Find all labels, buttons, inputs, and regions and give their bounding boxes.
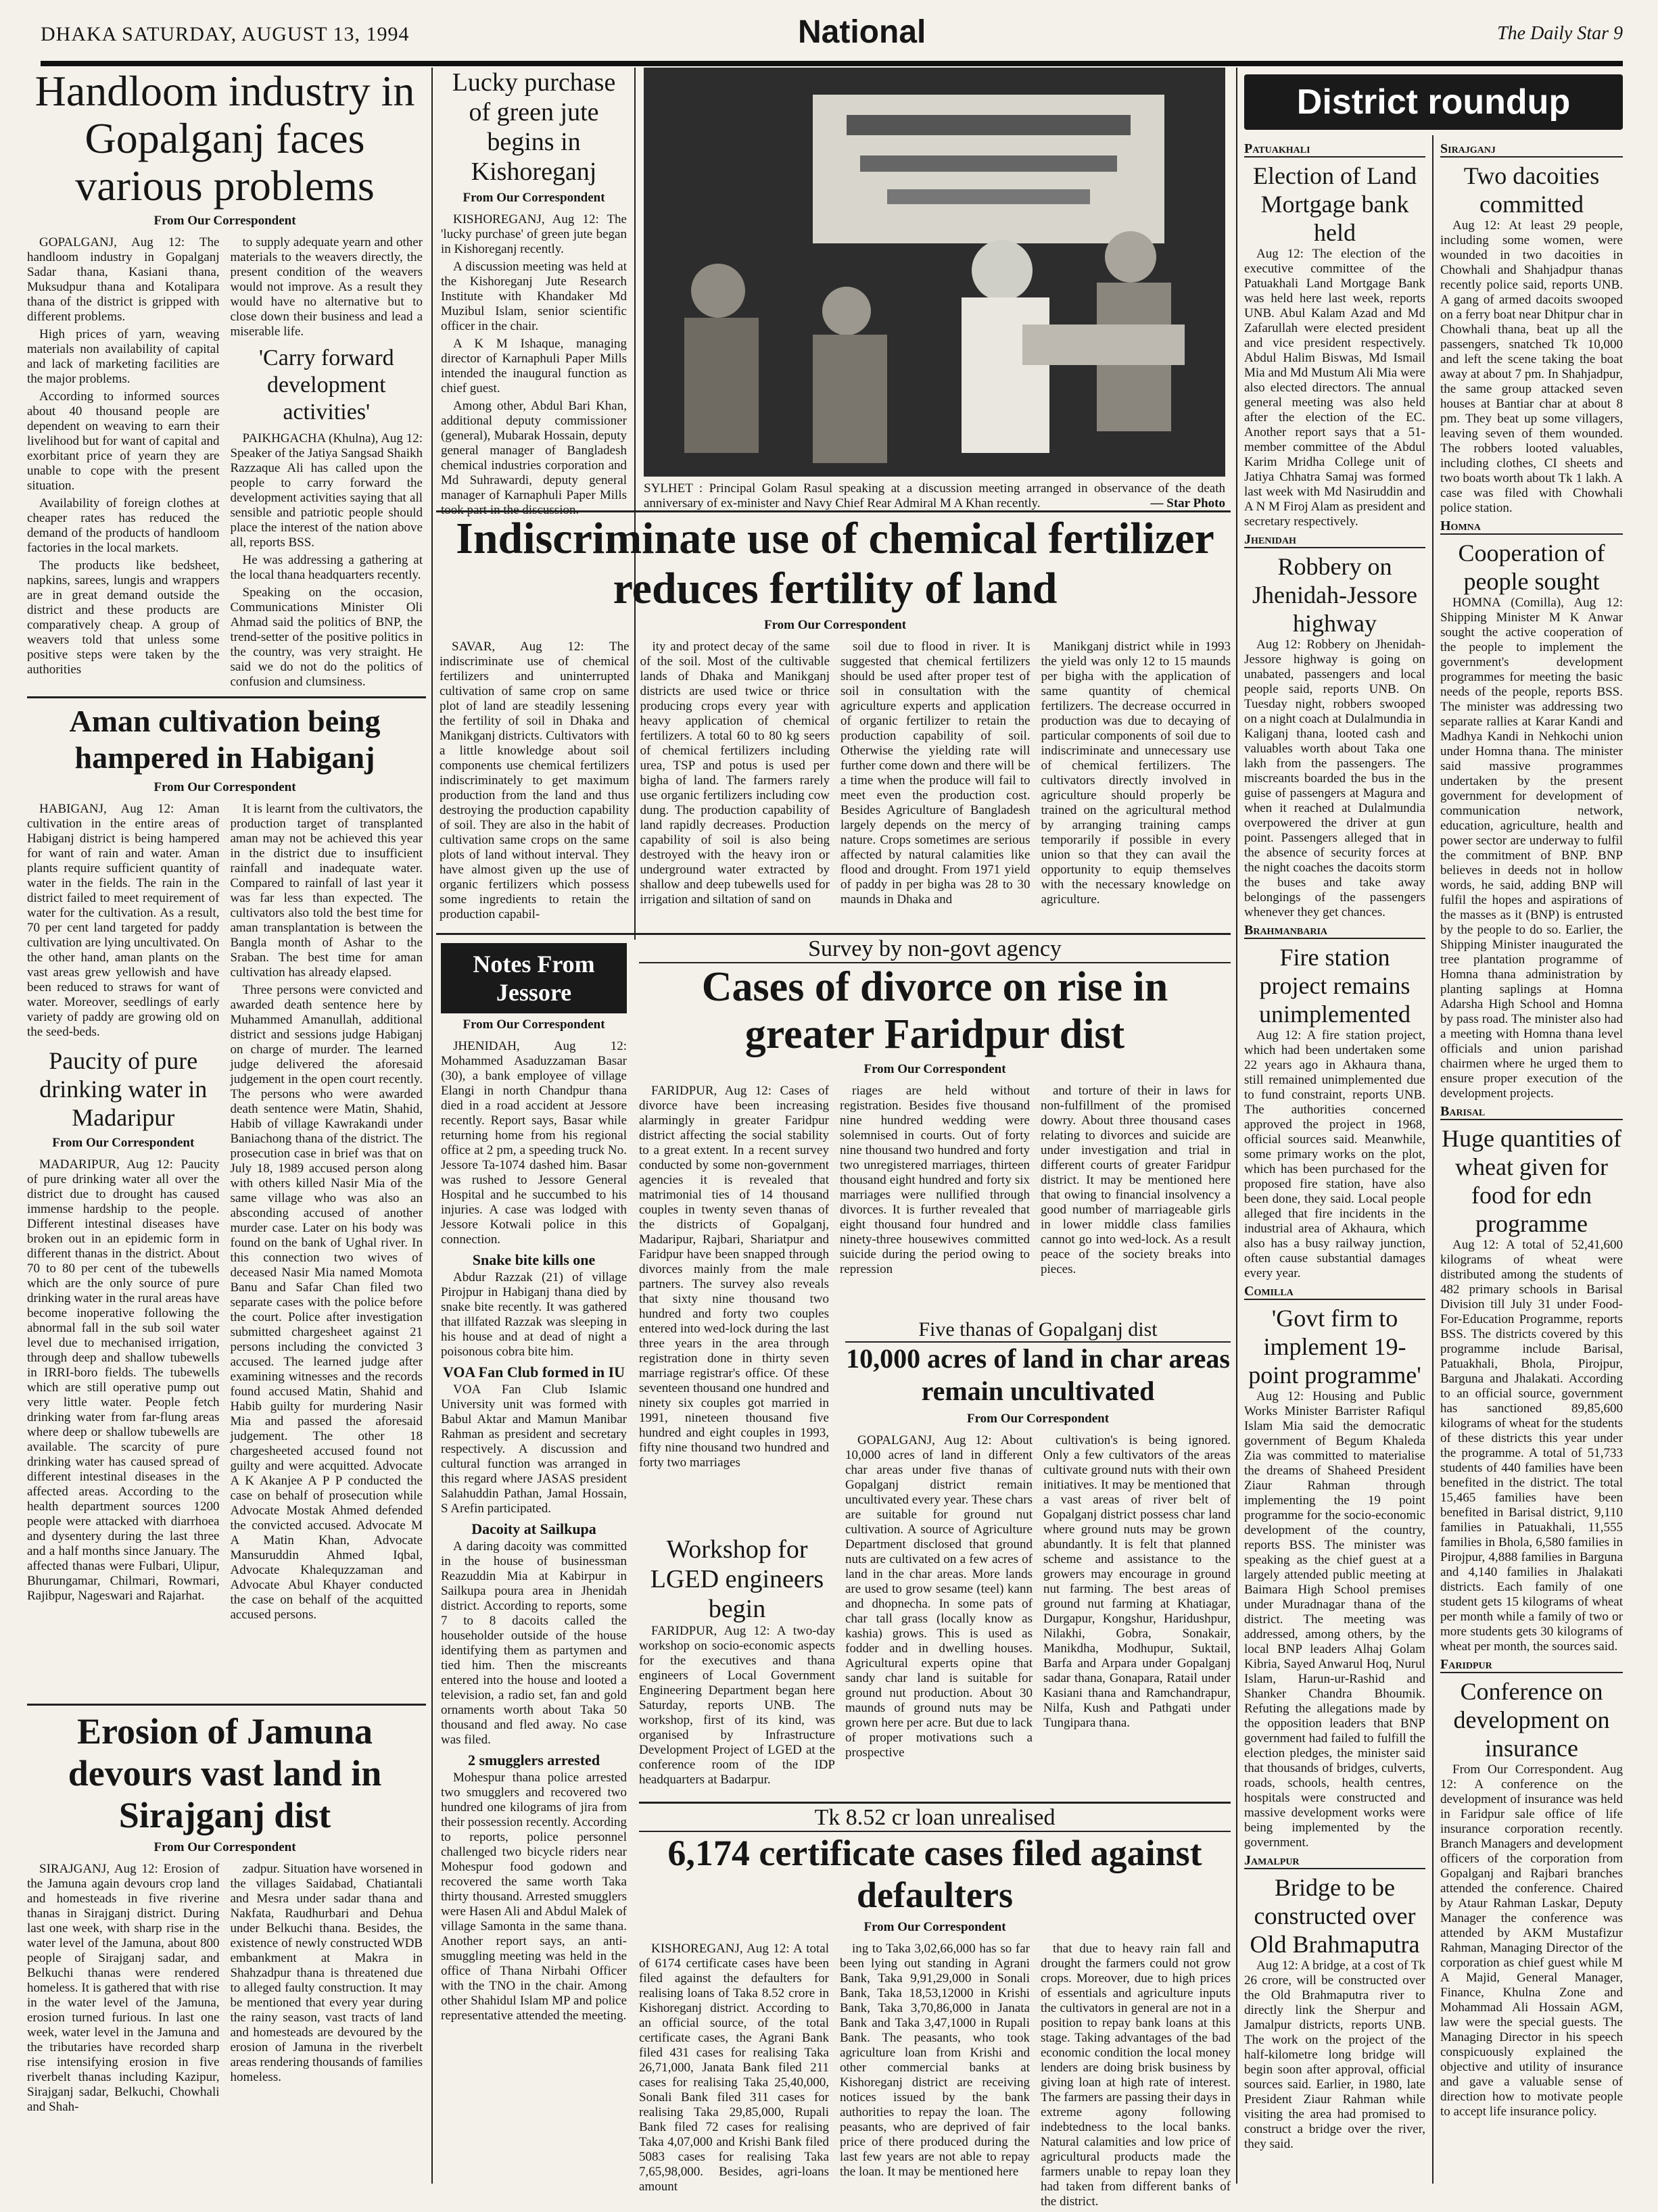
paragraph: VOA Fan Club Islamic University unit was formed with Babul Aktar and Mamun Manibar Rahman as president and secretary respectively. A discussion and cultural function was arranged in this regard where JASAS president Salahuddin Pathan, Jamal Hossain, S Arefin participated. — [441, 1382, 627, 1516]
headline: Huge quantities of wheat given for food for edn programme — [1442, 1125, 1621, 1237]
paragraph: Aug 12: A total of 52,41,600 kilograms of wheat were distributed among the students of 482 primary schools in Barisal Division till July 31 under Food-For-Education Programme, reports BSS. The districts covered by this programme include Barisal, Patuakhali, Bhola, Pirojpur, Barguna and Jhalakati. According to an official source, government has sanctioned 89,85,600 kilograms of wheat for the students of these districts this year under the programme. A total of 51,733 students of 440 families have been benefited in the district. The total 15,465 families have been benefited in Barisal district, 9,110 families in Patuakhali, 11,555 families in Bhola, 6,580 families in Pirojpur, 4,888 families in Barguna and 4,140 families in Jhalakati districts. Each family of one student gets 15 kilograms of wheat per month while a family of two or more students gets 30 kilograms of wheat per month, the sources said. — [1440, 1238, 1623, 1654]
headline: Erosion of Jamuna devours vast land in Sirajganj dist — [68, 1711, 382, 1835]
paragraph: cultivation's is being ignored. Only a few cultivators of the areas cultivate ground nuts with their own initiatives. It may be mentioned that a vast areas of river belt of Gopalganj district possess char land where ground nuts may be grown abundantly. It is felt that planned scheme and assistance to the growers may encourage in ground nut farming. The best areas of ground nut farming at Khatiagar, Durgapur, Kongshur, Haridushpur, Nilakhi, Gobra, Sonakair, Manikdha, Modhupur, Suktail, Barfa and Arpara under Gopalganj sadar thana, Gonapara, Ratail under Kasiani thana and Ramchandrapur, Nilfa, Kush and Pathgati under Tungipara thana. — [1043, 1433, 1231, 1730]
paragraph: A discussion meeting was held at the Kishoreganj Jute Research Institute with Khandaker Md Muzibul Islam, senior scientific officer in the chair. — [441, 260, 627, 333]
kicker: Tk 8.52 cr loan unrealised — [639, 1805, 1231, 1832]
paper-name: The Daily Star 9 — [1497, 23, 1623, 44]
paragraph: Availability of foreign clothes at cheaper rates has reduced the demand of the products of handloom factories in the local markets. — [27, 496, 220, 555]
article-jamuna — [27, 1710, 423, 2117]
paragraph: MADARIPUR, Aug 12: Paucity of pure drinking water all over the district due to drought has caused immense hardship to the people. Different intestinal diseases have broken out in an epidemic form in different thanas in the district. About 70 to 80 per cent of the tubewells which are the only source of pure drinking water in the rural areas have become inoperative following the abnormal fall in the sub soil water level due to mechanised irrigation, through deep and shallow tubewells in IRRI-boro fields. The tubewells which are still operative pump out very little water. People fetch drinking water from far-flung areas where deep or shallow tubewells are available. The scarcity of pure drinking water has caused spread of different intestinal diseases in the affected areas. According to the health department sources 1200 people were attacked with diarrhoea and dysentery during the last three and a half months since January. The affected thanas were Fulbari, Ulipur, Bhurungamar, Chilmari, Rowmari, Rajibpur, Nageswari and Rajarhat. — [27, 1157, 220, 1603]
kicker: Survey by non-govt agency — [639, 936, 1231, 963]
photo-caption — [644, 481, 1225, 511]
place-tag: Barisal — [1440, 1104, 1623, 1120]
photo-credit: — Star Photo — [1150, 496, 1225, 510]
paragraph: GOPALGANJ, Aug 12: About 10,000 acres of land in different char areas under five thanas of Gopalganj district remain uncultivated every year. These chars are suitable for ground nut cultivation. A source of Agriculture Department disclosed that ground nuts are cultivated on a few acres of land in the char areas. More lands are used to grow sesame (teel) kann and dhopnecha. In some pats of char tall grass (locally know as kashia) grows. This is used as fodder and in dwelling houses. Agricultural experts opine that sandy char land is suitable for ground nut production. About 30 maunds of ground nuts may be grown here per acre. But due to lack of proper motivations such a prospective — [845, 1433, 1033, 1760]
byline: From Our Correspondent — [763, 618, 907, 632]
headline: Fire station project remains unimplemented — [1259, 944, 1411, 1028]
headline: Election of Land Mortgage bank held — [1253, 162, 1417, 246]
headline: 'Govt firm to implement 19-point programme' — [1248, 1305, 1421, 1389]
paragraph: KISHOREGANJ, Aug 12: The 'lucky purchase' of green jute began in Kishoreganj recently. — [441, 212, 627, 256]
column-divider — [1236, 68, 1237, 2184]
paragraph: FARIDPUR, Aug 12: A two-day workshop on socio-economic aspects for the executives and thana engineers of Local Government Engineering Department began here Saturday, reports UNB. The workshop, first of its kind, was organised by Infrastructure Development Project of LGED at the conference room of the IDP headquarters at Badarpur. — [639, 1624, 835, 1787]
headline: Aman cultivation being hampered in Habiganj — [69, 704, 381, 775]
article-jessore-notes — [441, 943, 627, 2026]
district-roundup-banner: District roundup — [1244, 74, 1623, 130]
paragraph: FARIDPUR, Aug 12: Cases of divorce have been increasing alarmingly in greater Faridpur district affecting the social stability to a great extent. In a recent survey conducted by some non-government agencies it is revealed that matrimonial ties of 14 thousand couples in twenty seven thanas of the districts of Gopalganj, Madaripur, Rajbari, Shariatpur and Faridpur have been snapped through divorces mainly from the male partners. The survey also reveals that sixty nine thousand two hundred and forty two couples entered into wed-lock during the last three years in the area through registration done in thirty seven marriage registrar's office. Of these seventeen thousand one hundred and ninety six couples got married in 1991, nineteen thousand five hundred and eight couples in 1993, fifty nine thousand two hundred and forty two marriages — [639, 1084, 829, 1470]
place-tag: Sirajganj — [1440, 141, 1623, 158]
paragraph: HABIGANJ, Aug 12: Aman cultivation in the entire areas of Habiganj district is being hampered for want of rain and water. Aman plants require sufficient quantity of water in the fields. The rain in the district failed to meet requirement of water for the cultivation. As a result, 70 per cent land targeted for paddy cultivation are lying uncultivated. On the other hand, aman plants on the vast areas grew yellowish and have been reduced to straws for want of water. Moreover, seedlings of early variety of paddy are growing old on the seed-beds. — [27, 802, 220, 1039]
byline: From Our Correspondent — [863, 1062, 1006, 1076]
paragraph: PAIKHGACHA (Khulna), Aug 12: Speaker of the Jatiya Sangsad Shaikh Razzaque Ali has called upon the people to carry forward the development activities saying that all sensible and patriotic people should place the interest of the nation above all, reports BSS. — [230, 431, 423, 550]
place-tag: Jhenidah — [1244, 532, 1425, 548]
headline: 'Carry forward development activities' — [258, 345, 394, 425]
headline: 6,174 certificate cases filed against defaulters — [667, 1833, 1202, 1915]
headline: Two dacoities committed — [1463, 162, 1600, 218]
subheading: Snake bite kills one — [472, 1251, 596, 1268]
section-rule — [639, 1802, 1231, 1804]
paragraph: According to informed sources about 40 thousand people are dependent on weaving to earn their livelihood but for want of capital and exorbitant price of yearn they are unable to cope with the present situation. — [27, 389, 220, 493]
paragraph: Aug 12: A bridge, at a cost of Tk 26 crore, will be constructed over the Old Brahmaputra river to directly link the Sherpur and Jamalpur districts, reports UNB. The work on the project of the half-kilometre long bridge will begin soon after approval, official sources said. Earlier, in 1980, late President Ziaur Rahman while visiting the area had promised to construct a bridge over the river, they said. — [1244, 1958, 1425, 2151]
paragraph: riages are held without registration. Besides five thousand nine hundred wedding were solemnised in courts. Out of forty nine thousand two hundred and forty two unregistered marriages, thirteen thousand eight hundred and forty six marriages were nullified through divorces. It is further revealed that eight thousand four hundred and ninety-three housewives committed suicide during the period owing to repression — [840, 1084, 1030, 1276]
headline: Robbery on Jhenidah-Jessore highway — [1252, 553, 1417, 637]
paragraph: Aug 12: The election of the executive committee of the Patuakhali Land Mortgage Bank was held here last week, reports UNB. Abul Kalam Azad and Md Zafarullah were elected president and vice president respectively. Abdul Halim Biswas, Md Ismail Mia and Md Mustum Ali Mia were also elected directors. The annual general meeting was also held after the election of the EC. Another report says that a 51-member committee of the Abdul Karim Mridha College unit of Jatiya Chhatra Samaj was formed last week with Md Nasiruddin and A N M Firoj Alam as president and secretary respectively. — [1244, 247, 1425, 529]
section-rule — [436, 510, 1231, 512]
headline: Cases of divorce on rise in greater Faridpur dist — [701, 964, 1168, 1057]
headline: Workshop for LGED engineers begin — [650, 1535, 824, 1623]
place-tag: Homna — [1440, 519, 1623, 535]
article-workshop — [639, 1535, 835, 1790]
headline: Handloom industry in Gopalganj faces various problems — [34, 67, 415, 210]
paragraph: SAVAR, Aug 12: The indiscriminate use of chemical fertilizers and uninterrupted cultivation of same crop on same plot of land are steadily lessening the fertility of soil in Dhaka and Manikganj districts. Cultivators with a little knowledge about soil components use chemical fertilizers indiscriminately to get maximum production from the land and thus destroying the production capability of soil. They are also in the habit of cultivation same crops on the same plots of land without interval. They have almost given up the use of organic fertilizers which possess some ingredients to retain the production capabil- — [440, 640, 630, 921]
paragraph: KISHOREGANJ, Aug 12: A total of 6174 certificate cases have been filed against the defaulters for realising loans of Taka 8.52 crore in Kishoreganj district. According to an official source, of the total certificate cases, the Agrani Bank filed 431 cases for realising Taka 26,71,000, Janata Bank filed 211 cases for realising Taka 25,40,000, Sonali Bank filed 311 cases for realising Taka 29,85,000, Rupali Bank filed 72 cases for realising Taka 4,07,000 and Krishi Bank filed 5083 cases for realising Taka 7,65,98,000. Besides, agri-loans amount — [639, 1942, 829, 2194]
paragraph: to supply adequate yearn and other materials to the weavers directly, the present condition of the weavers would not improve. As a result they would have no alternative but to close down their business and lead a miserable life. — [230, 235, 423, 339]
subheading: Dacoity at Sailkupa — [471, 1520, 596, 1537]
paragraph: Abdur Razzak (21) of village Pirojpur in Habiganj thana died by snake bite recently. It was gathered that illfated Razzak was sleeping in his house and at dead of night a poisonous cobra bite him. — [441, 1270, 627, 1359]
paragraph: and torture of their in laws for non-fulfillment of the promised dowry. About three thousand cases relating to divorces and suicide are under investigation and trial in different courts of greater Faridpur district. It may be mentioned here that owing to financial insolvency a good number of marriageable girls in lower middle class families cannot go into wed-lock. As a result peace of the society breaks into pieces. — [1041, 1084, 1231, 1276]
district-column-left — [1244, 139, 1425, 2155]
section-title: National — [798, 14, 926, 50]
masthead — [41, 14, 1623, 54]
paragraph: Speaking on the occasion, Communications Minister Oli Ahmad said the politics of BNP, the trend-setter of the positive politics in the country, was very straight. He said we do not do the politics of confusion and clumsiness. — [230, 585, 423, 689]
paragraph: Three persons were convicted and awarded death sentence here by Muhammed Amanullah, additional district and sessions judge Habiganj on charge of murder. The learned judge delivered the aforesaid judgement in the open court recently. The persons who were awarded death sentence were Matin, Shahid, Habib of village Kawrakandi under Baniachong thana of the district. The prosecution case in brief was that on July 18, 1989 accused person along with others killed Nasir Mia of the same village who was also an absconding accused of another murder case. Later on his body was found on the bank of Ughal river. In this connection two wives of deceased Nasir Mia named Momota Banu and Safar Chan filed two separate cases with the police before the court. Police after investigation submitted chargesheet against 21 persons including the convicted 3 accused. The learned judge after examining witnesses and the records found accused Matin, Shahid and Habib guilty for murdering Nasir Mia and passed the aforesaid judgement. The other 18 chargesheeted accused found not guilty and were acquitted. Advocate A K Akanjee A P P conducted the case on behalf of prosecution while Advocate Mostak Ahmed defended the convicted accused. Advocate M A Matin Khan, Advocate Mansuruddin Ahmed Iqbal, Advocate Khalequzzaman and Advocate Abul Khayer conducted the case on behalf of the acquitted accused persons. — [230, 983, 423, 1622]
paragraph: It is learnt from the cultivators, the production target of transplanted aman may not be achieved this year in the district due to insufficient rainfall and inadequate water. Compared to rainfall of last year it was far less than expected. The cultivators also told the best time for aman transplantation is between the Bangla month of Ashar to the Sraban. The best time for aman cultivation has already elapsed. — [230, 802, 423, 980]
place-tag: Patuakhali — [1244, 141, 1425, 158]
paragraph: Aug 12: At least 29 people, including some women, were wounded in two dacoities in Chowhali and Shahjadpur thanas recently police said, reports UNB. A gang of armed dacoits swooped on a ferry boat near Dhitpur char in Chowhali thana, beat up all the passengers, snatched Tk 10,000 and left the scene taking the boat away at about 7 pm. In Shahjadpur, the same group attacked seven houses at Bantiar char at about 8 pm. They beat up some villagers, leaving seven of them wounded. The robbers looted valuables, including clothes, CI sheets and two boats worth about Tk 1 lakh. A case was filed with Chowhali police station. — [1440, 218, 1623, 515]
district-column-right — [1440, 139, 1623, 2122]
paragraph: soil due to flood in river. It is suggested that chemical fertilizers should be used after proper test of soil in consultation with the agriculture experts and application of organic fertilizer to retain the production capability of soil. Otherwise the yielding rate will further come down and there will be a time when the produce will fail to meet even the production cost. Besides Agriculture of Bangladesh largely depends on the mercy of nature. Crops sometimes are serious affected by natural calamities like flood and drought. From 1971 yield of paddy in per bigha was 28 to 30 maunds in Dhaka and — [840, 640, 1031, 907]
paragraph: Aug 12: Robbery on Jhenidah-Jessore highway is going on unabated, passengers and local people said, reports UNB. On Tuesday night, robbers swooped on a night coach at Dulalmundia in Kaliganj thana, looted cash and valuables worth about Taka one lakh from the passengers. The miscreants boarded the bus in the guise of passengers at Magura and when it reached at Dulalmundia overpowered the driver at gun point. Passengers alleged that in the absence of security forces at the night coaches the dacoits storm the buses and take away belongings of the passengers whenever they get chances. — [1244, 638, 1425, 919]
masthead-rule — [41, 61, 1623, 66]
paragraph: zadpur. Situation have worsened in the villages Saidabad, Chatiantali and Mesra under sadar thana and Nakfata, Raudhurbari and Dehua under Belkuchi thana. Besides, the existence of newly constructed WDB embankment at Makra in Shahzadpur thana is threatened due to alleged faulty construction. It may be mentioned that every year during the rainy season, vast tracts of land and homesteads are devoured by the erosion of Jamuna in the riverbelt areas rendering thousands of families homeless. — [230, 1862, 423, 2084]
byline: From Our Correspondent — [153, 780, 296, 794]
byline: From Our Correspondent — [463, 1017, 605, 1032]
caption-text: SYLHET : Principal Golam Rasul speaking at a discussion meeting arranged in observance of the death anniversary of ex-minister and Navy Chief Rear Admiral M A Khan recently. — [644, 481, 1225, 510]
meeting-photo-image — [644, 68, 1225, 477]
paragraph: The products like bedsheet, napkins, sarees, lungis and wrappers are in great demand outside the district and these products are comparatively cheap. A group of weavers told that unless some positive steps were taken by the authorities — [27, 558, 220, 677]
place-tag: Comilla — [1244, 1284, 1425, 1300]
section-rule — [436, 933, 1231, 935]
headline: 10,000 acres of land in char areas remain uncultivated — [846, 1343, 1230, 1406]
paragraph: From Our Correspondent. Aug 12: A conference on the development of insurance was held in Faridpur sale office of life insurance corporation recently. Branch Managers and development officers of the corporation from Gopalganj and Rajbari branches attended the conference. Chaired by Ataur Rahman Laskar, Deputy Manager the conference was attended by AKM Mustafizur Rahman, Managing Director of the corporation as chief guest while M A Majid, General Manager, Finance, Khulna Zone and Mohammad Ali Hossain AGM, law were the special guests. The Managing Director in his speech conspicuously explained the objective and utility of insurance and gave a valuable sense of direction how to motivate people to accept life insurance policy. — [1440, 1762, 1623, 2119]
article-char — [845, 1318, 1231, 1763]
subheading: VOA Fan Club formed in IU — [442, 1364, 625, 1380]
byline: From Our Correspondent — [52, 1136, 195, 1150]
paragraph: HOMNA (Comilla), Aug 12: Shipping Minister M K Anwar sought the active cooperation of the people to implement the government's development programmes for meeting the basic needs of the people, reports BSS. The minister was addressing two separate rallies at Karar Kandi and Madhya Kandi in Nehkochi union under Homna thana. The minister said massive programmes undertaken by the present government for development of communication network, education, agriculture, health and power sector are underway to fulfil the commitment of BNP. BNP believes in deeds not in hollow words, he said, adding BNP will fulfil the hopes and aspirations of the masses as it (BNP) is entrusted by the people to do so. Earlier, the Shipping Minister inaugurated the tree plantation programme of Homna thana administration by planting saplings at Homna Adarsha High School and Homna by pass road. The minister also had a meeting with Homna thana level officials and union parishad chairmen where he urged them to ensure proper execution of the development projects. — [1440, 596, 1623, 1101]
article-jute — [441, 68, 627, 521]
paragraph: Aug 12: A fire station project, which had been undertaken some 22 years ago in Akhaura thana, still remained unimplemented due to fund constraint, reports UNB. The authorities concerned approved the project in 1968, official sources said. Meanwhile, some primary works on the plot, which has been purchased for the proposed fire station, have also been done, they said. Local people alleged that fire incidents in the industrial area of Akhaura, which also has a busy railway junction, often cause substantial damages every year. — [1244, 1028, 1425, 1280]
headline: Conference on development on insurance — [1453, 1678, 1610, 1762]
place-tag: Brahmanbaria — [1244, 923, 1425, 939]
article-fertilizer — [440, 514, 1231, 925]
byline: From Our Correspondent — [153, 214, 296, 228]
paragraph: A K M Ishaque, managing director of Karnaphuli Paper Mills intended the inaugural function as chief guest. — [441, 337, 627, 395]
article-handloom — [27, 68, 423, 692]
article-aman — [27, 703, 423, 1625]
kicker: Five thanas of Gopalganj dist — [845, 1318, 1231, 1343]
byline: From Our Correspondent — [863, 1920, 1006, 1934]
section-rule — [27, 1704, 426, 1706]
byline: From Our Correspondent — [966, 1412, 1110, 1426]
paragraph: High prices of yarn, weaving materials non availability of capital and lack of marketing facilities are the major problems. — [27, 327, 220, 386]
column-divider — [431, 68, 433, 2184]
notes-box-title: Notes From Jessore — [441, 943, 627, 1013]
paragraph: Manikganj district while in 1993 the yield was only 12 to 15 maunds per bigha with the application of same quantity of chemical fertilizers. The decrease occurred in production was due to decaying of particular components of soil due to indiscriminate and unnecessary use of chemical fertilizers. The cultivators directly involved in agriculture should properly be trained on the agricultural method by arranging training camps temporarily if possible in every union so that they can avail the opportunity to equip themselves with the necessary knowledge on agriculture. — [1041, 640, 1231, 907]
paragraph: A daring dacoity was committed in the house of businessman Reazuddin Mia at Kabirpur in Sailkupa poura area in Jhenidah district. According to reports, some 7 to 8 dacoits called the householder outside of the house identifying them as partymen and tied him. Then the miscreants entered into the house and looted a television, a radio set, fan and gold ornaments worth about Taka 50 thousand and fled away. No case was filed. — [441, 1539, 627, 1747]
column-divider — [1432, 135, 1434, 2184]
headline: Cooperation of people sought — [1458, 539, 1605, 595]
place-tag: Faridpur — [1440, 1657, 1623, 1673]
paragraph: Mohespur thana police arrested two smugglers and recovered two hundred one kilograms of jira from their possession recently. According to reports, police personnel challenged two bicycle riders near Mohespur food godown and recovered the same worth Taka thirty thousand. Arrested smugglers were Hasen Ali and Abdul Malek of village Samonta in the same thana. Another report says, an anti-smuggling meeting was held in the office of Thana Nirbahi Officer with the TNO in the chair. Among other Shahidul Islam MP and police representative attended the meeting. — [441, 1771, 627, 2023]
place-tag: Jamalpur — [1244, 1853, 1425, 1869]
byline: From Our Correspondent — [463, 191, 605, 205]
news-photo — [644, 68, 1225, 477]
paragraph: JHENIDAH, Aug 12: Mohammed Asaduzzaman Basar (30), a bank employee of village Elangi in north Chandpur thana died in a road accident at Jessore recently. Report says, Basar while returning home from his regional office at 2 pm, a speeding truck No. Jessore Ta-1074 dashed him. Basar was rushed to Jessore General Hospital and he succumbed to his injuries. A case was lodged with Jessore Kotwali police in this connection. — [441, 1039, 627, 1247]
paragraph: Aug 12: Housing and Public Works Minister Barrister Rafiqul Islam Mia said the democratic government of Begum Khaleda Zia was committed to materialise the dreams of Shaheed President Ziaur Rahman through implementing the 19 point programme for the socio-economic development of the country, reports BSS. The minister was speaking as the chief guest at a largely attended public meeting at Baimara High School premises under Muradnagar thana of the district. The meeting was addressed, among others, by the local BNP leaders Alhaj Golam Kibria, Sayed Anwarul Hoq, Nurul Islam, Harun-ur-Rashid and Shanker Chandra Bhoumik. Refuting the allegations made by the opposition leaders that BNP government had failed to fulfill the election pledges, the minister said that thousands of bridges, culverts, roads, schools, health centres, hospitals were constructed and massive development works were being implemented by the government. — [1244, 1389, 1425, 1850]
paragraph: He was addressing a gathering at the local thana headquarters recently. — [230, 553, 423, 582]
headline: Paucity of pure drinking water in Madaripur — [39, 1047, 208, 1131]
headline: Bridge to be constructed over Old Brahmaputra — [1250, 1874, 1420, 1958]
paragraph: that due to heavy rain fall and drought the farmers could not grow crops. Moreover, due to high prices of essentials and agriculture inputs the cultivators in general are not in a position to repay bank loans at this stage. Taking advantages of the bad economic condition the local money lenders are doing brisk business by giving loan at high rate of interest. The farmers are passing their days in extreme agony following indebtedness to the local banks. Natural calamities and low price of agricultural products made the farmers unable to repay loan they had taken from different banks of the district. — [1041, 1942, 1231, 2209]
paragraph: Among other, Abdul Bari Khan, additional deputy commissioner (general), Mubarak Hossain, deputy general manager of Bangladesh chemical industries corporation and Md Suhrawardi, deputy general manager of Karnaphuli Paper Mills — [441, 399, 627, 502]
paragraph: ing to Taka 3,02,66,000 has so far been lying out standing in Agrani Bank, Taka 9,91,29,000 in Sonali Bank, Taka 18,53,12000 in Krishi Bank, Taka 3,70,86,000 in Janata Bank and Taka 3,47,1000 in Rupali Bank. The peasants, who took agriculture loan from Krishi and other commercial banks at Kishoreganj district are receiving notices issued by the bank authorities to repay the loan. The peasants, who are deprived of fair price of there produced during the last few years are not able to repay the loan. It may be mentioned here — [840, 1942, 1030, 2179]
headline: Indiscriminate use of chemical fertilizer reduces fertility of land — [456, 514, 1214, 613]
subheading: 2 smugglers arrested — [467, 1752, 600, 1769]
headline: Lucky purchase of green jute begins in Kishoreganj — [452, 68, 616, 186]
byline: From Our Correspondent — [153, 1840, 296, 1854]
dateline: DHAKA SATURDAY, AUGUST 13, 1994 — [41, 23, 410, 45]
paragraph: GOPALGANJ, Aug 12: The handloom industry in Gopalganj Sadar thana, Kasiani thana, Muksudpur thana and Kotalipara thana of the district is gripped with different problems. — [27, 235, 220, 324]
section-rule — [27, 696, 426, 698]
article-certificate — [639, 1805, 1231, 2212]
paragraph: ity and protect decay of the same of the soil. Most of the cultivable lands of Dhaka and Manikganj districts are used twice or thrice producing crops every year with heavy application of chemical fertilizers. A total 60 to 80 kg seers of chemical fertilizers including urea, TSP and potus is used per bigha of land. The farmers rarely use organic fertilizers including cow dung. The production capability of land rapidly decreases. Production capability of soil is also being destroyed with the heavy iron or underground water extracted by shallow and deep tubewells used for irrigation and siltation of sand on — [640, 640, 830, 907]
paragraph: SIRAJGANJ, Aug 12: Erosion of the Jamuna again devours crop land and homesteads in five riverine thanas in Sirajganj district. During last one week, with sharp rise in the water level of the Jamuna, about 800 people of Sirajganj sadar, and Belkuchi thanas were rendered homeless. It is gathered that with rise in the water level of the Jamuna, erosion turned furious. In last one week, water level in the Jamuna and the tributaries have recorded sharp rise intensifying erosion in five riverbelt thanas including Kazipur, Sirajganj sadar, Belkuchi, Chowhali and Shah- — [27, 1862, 220, 2114]
